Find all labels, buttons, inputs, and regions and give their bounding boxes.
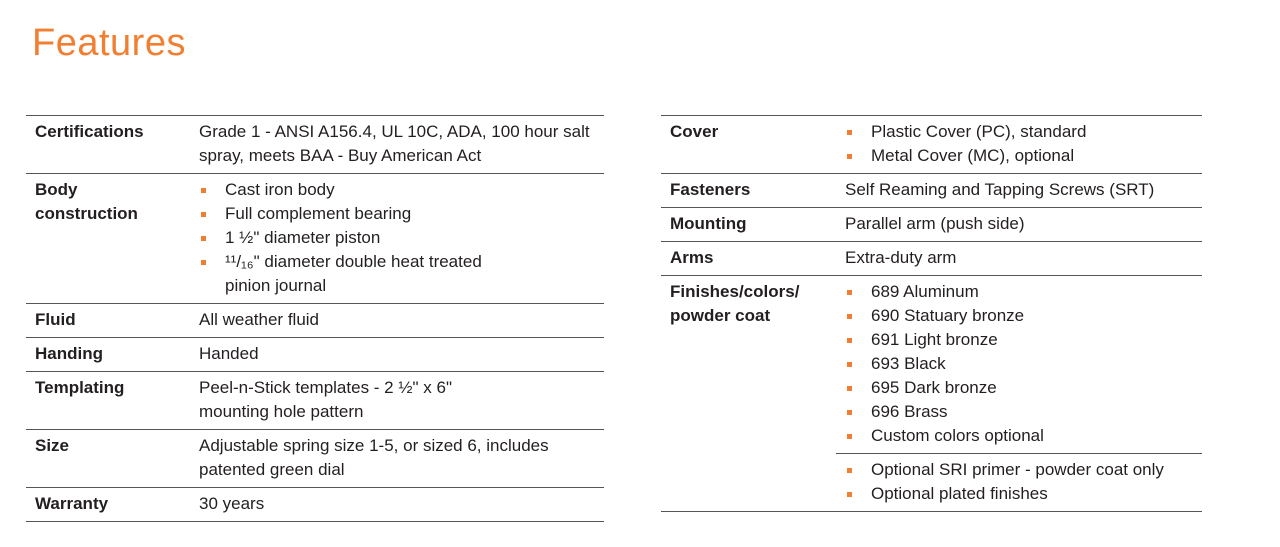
row-value: All weather fluid (199, 310, 320, 329)
table-row (26, 116, 604, 174)
list-item: 1 ½" diameter piston (199, 226, 604, 250)
row-label: Warranty (35, 494, 109, 513)
row-label: Certifications (35, 122, 144, 141)
row-label: Templating (35, 378, 125, 397)
row-value: 30 years (199, 494, 265, 513)
list-item: ¹¹/₁₆" diameter double heat treated pinion journal (199, 250, 529, 298)
bullet-list (845, 280, 1202, 448)
row-label: Mounting (670, 214, 747, 233)
list-item: Custom colors optional (845, 424, 1202, 448)
list-item: Optional SRI primer - powder coat only (845, 458, 1202, 482)
optional-bullet-list (836, 453, 1202, 506)
row-label: Finishes/colors/ powder coat (670, 282, 800, 325)
row-value (199, 174, 604, 304)
page-title: Features (32, 22, 186, 64)
list-item: Cast iron body (199, 178, 604, 202)
table-row (26, 372, 604, 430)
row-value (836, 116, 1202, 174)
features-table-right (661, 115, 1202, 512)
list-item: 695 Dark bronze (845, 376, 1202, 400)
table-row (26, 430, 604, 488)
row-value: Parallel arm (push side) (845, 214, 1025, 233)
list-item: 691 Light bronze (845, 328, 1202, 352)
row-label: Size (35, 436, 70, 455)
table-row (26, 338, 604, 372)
list-item: Plastic Cover (PC), standard (845, 120, 1202, 144)
table-row (26, 174, 604, 304)
row-value: Adjustable spring size 1-5, or sized 6, includes patented green dial (199, 436, 549, 479)
row-value: Extra-duty arm (845, 248, 957, 267)
features-table-left (26, 115, 604, 522)
bullet-list (845, 120, 1202, 168)
row-label: Fluid (35, 310, 76, 329)
list-item: 690 Statuary bronze (845, 304, 1202, 328)
row-value (836, 276, 1202, 512)
table-row (26, 304, 604, 338)
bullet-list (199, 178, 604, 298)
table-row (661, 116, 1202, 174)
table-row (661, 242, 1202, 276)
list-item: Full complement bearing (199, 202, 604, 226)
table-row (661, 174, 1202, 208)
list-item: Metal Cover (MC), optional (845, 144, 1202, 168)
table-row (661, 276, 1202, 512)
row-value: Self Reaming and Tapping Screws (SRT) (845, 180, 1155, 199)
list-item: Optional plated finishes (845, 482, 1202, 506)
row-label: Cover (670, 122, 719, 141)
row-value: Handed (199, 344, 259, 363)
row-label: Arms (670, 248, 714, 267)
row-label: Body construction (35, 180, 138, 223)
list-item: 696 Brass (845, 400, 1202, 424)
table-row (26, 488, 604, 522)
list-item: 693 Black (845, 352, 1202, 376)
row-label: Fasteners (670, 180, 751, 199)
table-row (661, 208, 1202, 242)
row-value: Grade 1 - ANSI A156.4, UL 10C, ADA, 100 hour salt spray, meets BAA - Buy American Act (199, 122, 590, 165)
row-label: Handing (35, 344, 103, 363)
row-value: Peel-n-Stick templates - 2 ½" x 6" mounting hole pattern (199, 378, 452, 421)
list-item: 689 Aluminum (845, 280, 1202, 304)
